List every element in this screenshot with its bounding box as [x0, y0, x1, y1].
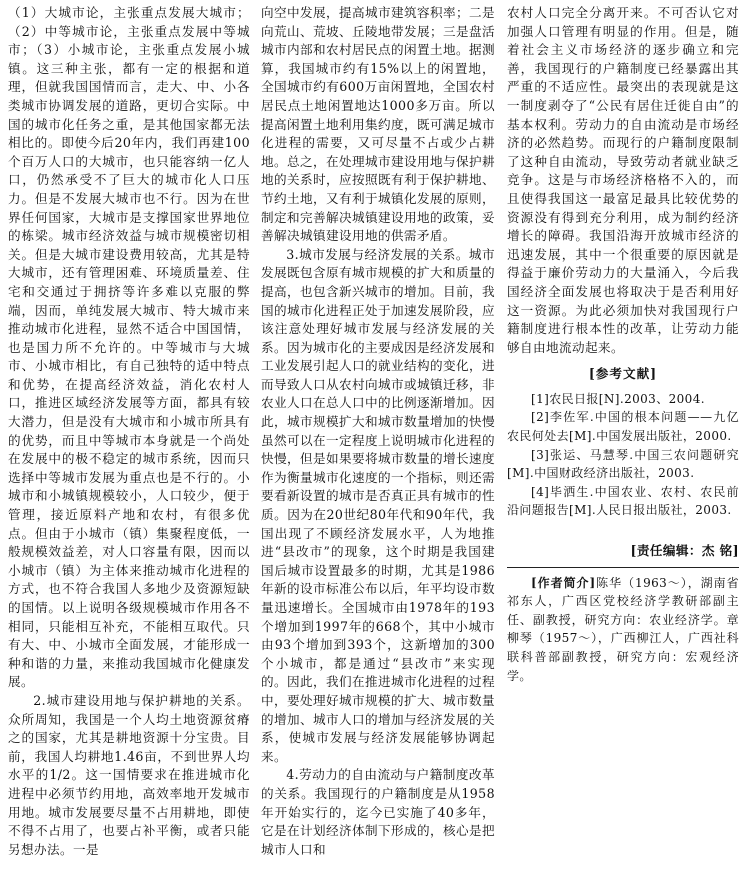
reference-item: [1]农民日报[N].2003、2004. — [531, 391, 705, 406]
reference-item: [4]毕洒生.中国农业、农村、农民前沿问题报告[M].人民日报出版社，2003. — [507, 484, 739, 518]
author-bio-label: [作者简介] — [531, 575, 596, 590]
references-title: [参考文献] — [588, 366, 658, 382]
divider — [507, 567, 739, 568]
paragraph: （1）大城市论，主张重点发展大城市；（2）中等城市论，主张重点发展中等城市；（3）小城市论，主张重点发展小城镇。这三种主张，都有一定的根据和道理，但就我国国情而言，走大、中、小各类城市协调发展的道路，更切合实际。中国的城市化任务之重，是其他国家都无法相比的。即使今后20年内，我们再建100个百万人口的大城市，也只能容纳一亿人口，仍然承受不了巨大的城市化人口压力。但是不发展大城市也不行。因为在世界任何国家，大城市是支撑国家世界地位的栋梁。城市经济效益与城市规模密切相关。但是大城市建设费用较高，尤其是特大城市，还有管理困难、环境质量差、住宅和交通过于拥挤等许多难以克服的弊端，因而，单纯发展大城市、特大城市来推动城市化进程，显然不适合中国国情，也是国力所不允许的。中等城市与大城市、小城市相比，有自己独特的适中特点和优势，在提高经济效益，消化农村人口，推进区域经济发展等方面，都具有较大潜力，但是没有大城市和小城市所具有的优势，而且中等城市本身就是一个尚处在发展中的极不稳定的城市系统，因而只选择中等城市发展为重点也是不行的。小城市和小城镇规模较小，人口较少，便于管理，接近原料产地和农村，有很多优点。但由于小城市（镇）集聚程度低，一般规模效益差，对人口容量有限，因而以小城市（镇）为主体来推动城市化进程的方式，也不符合我国人多地少及资源短缺的国情。以上说明各级规模城市作用各不相同，只能相互补充，不能相互取代。只有大、中、小城市全面发展，才能形成一种和谐的力量，来推动我国城市化健康发展。 — [8, 5, 250, 690]
paragraph: 农村人口完全分离开来。不可否认它对加强人口管理有明显的作用。但是，随着社会主义市场经济的逐步确立和完善，我国现行的户籍制度已经暴露出其严重的不适应性。最突出的表现就是这一制度剥夺了“公民有居住迁徙自由”的基本权利。劳动力的自由流动是市场经济的必然趋势。而现行的户籍制度限制了这种自由流动，导致劳动者就业缺乏竞争。这是与市场经济格格不入的，而且使得我国这一最富足最具比较优势的资源没有得到充分利用，成为制约经济增长的障碍。我国沿海开放城市经济的迅速发展，其中一个很重要的原因就是得益于廉价劳动力的大量涌入，今后我国经济全面发展也将取决于是否利用好这一资源。为此必须加快对我国现行户籍制度进行根本性的改革，让劳动力能够自由地流动起来。 — [507, 5, 739, 355]
responsible-editor: [责任编辑：杰 铭] — [630, 543, 739, 559]
author-bio — [507, 574, 739, 686]
reference-item: [2]李佐军.中国的根本问题——九亿农民何处去[M].中国发展出版社，2000. — [507, 410, 739, 444]
paragraph: 3.城市发展与经济发展的关系。城市发展既包含原有城市规模的扩大和质量的提高，也包含新兴城市的增加。目前，我国的城市化进程正处于加速发展阶段，应该注意处理好城市发展与经济发展的关系。因为城市化的主要成因是经济发展和工业发展引起人口的就业结构的变化，进而导致人口从农村向城市或城镇迁移，非农业人口在总人口中的比例逐渐增加。因此，城市规模扩大和城市数量增加的快慢虽然可以在一定程度上说明城市化进程的快慢，但是如果要将城市数量的增长速度作为衡量城市化速度的一个指标，则还需要看新设置的城市是否真正具有城市的性质。因为在20世纪80年代和90年代，我国出现了不顾经济发展水平，人为地推进“县改市”的现象，这个时期是我国建国后城市设置最多的时期，尤其是1986年新的设市标准公布以后，年平均设市数量迅速增长。全国城市由1978年的193个增加到1997年的668个，其中小城市由93个增加到393个，这新增加的300个小城市，都是通过“县改市”来实现的。因此，我们在推进城市化进程的过程中，要处理好城市规模的扩大、城市数量的增加、城市人口的增加与经济发展的关系，使城市发展与经济发展能够协调起来。 — [261, 246, 495, 764]
paragraph: 向空中发展，提高城市建筑容积率；二是向荒山、荒坡、丘陵地带发展；三是盘活城市内部和农村居民点的闲置土地。据测算，我国城市约有15%以上的闲置地，全国城市约有600万亩闲置地，全国农村居民点土地闲置地达1000多万亩。所以提高闲置土地利用集约度，既可满足城市化进程的需要，又可尽量不占或少占耕地。总之，在处理城市建设用地与保护耕地的关系时，应按照既有利于保护耕地、节约土地，又有利于城镇化发展的原则，制定和完善解决城镇建设用地的政策，妥善解决城镇建设用地的供需矛盾。 — [261, 5, 495, 244]
paragraph: 2.城市建设用地与保护耕地的关系。众所周知，我国是一个人均土地资源贫瘠之的国家，尤其是耕地资源十分宝贵。目前，我国人均耕地1.46亩，不到世界人均水平的1/2。这一国情要求在推进城市化进程中必须节约用地，高效率地开发城市用地。城市发展要尽量不占用耕地，即使不得不占用了，也要占补平衡，或者只能另想办法。一是 — [8, 692, 250, 857]
text-column-3 — [507, 4, 739, 685]
text-column-1 — [8, 4, 250, 859]
text-column-2 — [261, 4, 495, 859]
author-bio-text: 陈华（1963～），湖南省祁东人，广西区党校经济学教研部副主任、副教授，研究方向：农业经济学。章柳琴（1957～），广西柳江人，广西社科联科普部副教授，研究方向：宏观经济学。 — [507, 575, 739, 683]
reference-item: [3]张运、马慧琴.中国三农问题研究[M].中国财政经济出版社，2003. — [507, 447, 739, 481]
paragraph: 4.劳动力的自由流动与户籍制度改革的关系。我国现行的户籍制度是从1958年开始实行的，迄今已实施了40多年，它是在计划经济体制下形成的，核心是把城市人口和 — [261, 767, 495, 857]
